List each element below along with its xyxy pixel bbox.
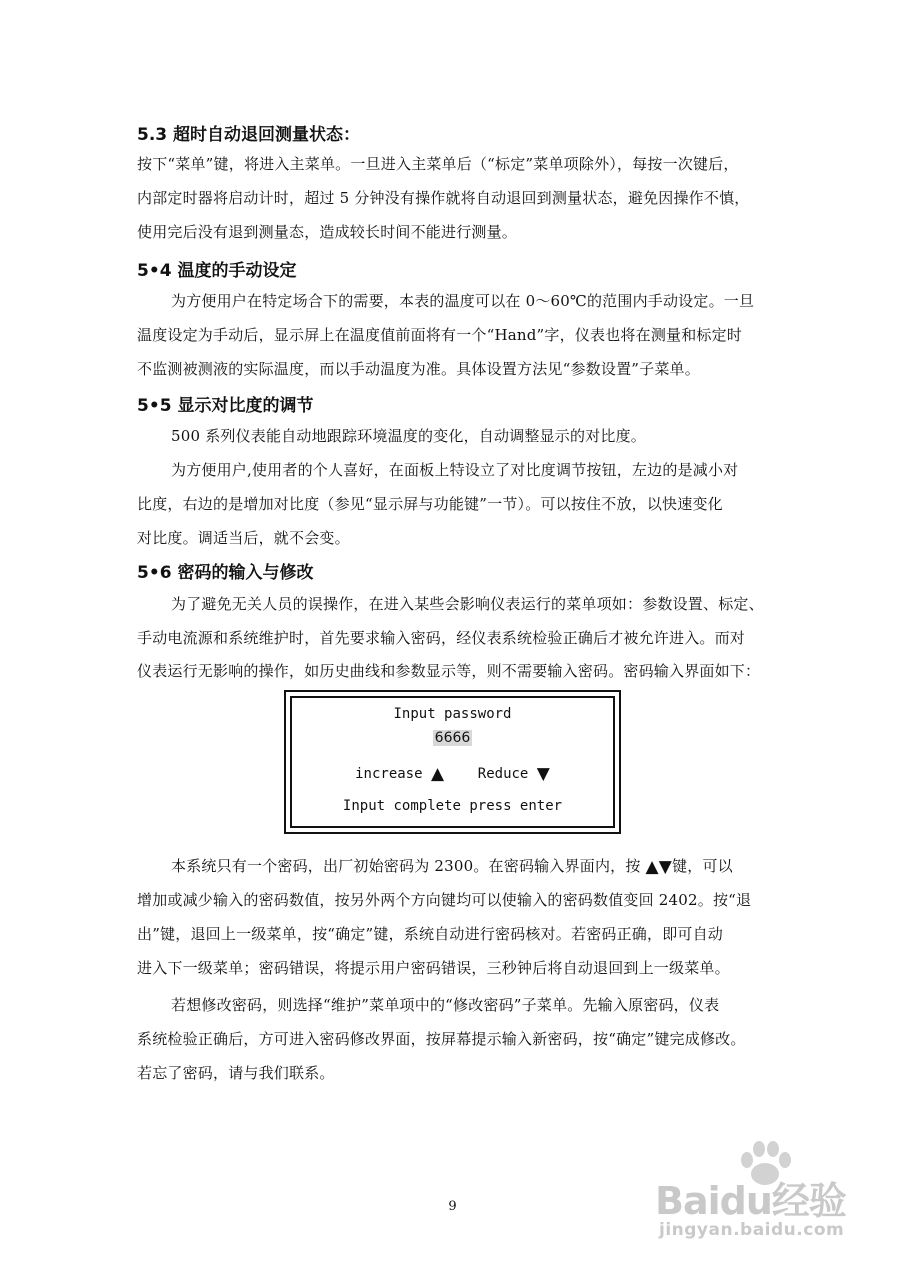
paragraph-line: 500 系列仪表能自动地跟踪环境温度的变化，自动调整显示的对比度。	[171, 427, 647, 445]
paragraph-line: 内部定时器将启动计时，超过 5 分钟没有操作就将自动退回到测量状态，避免因操作不慎，	[137, 189, 750, 207]
page-number: 9	[448, 1199, 457, 1214]
paragraph-line: 为方便用户在特定场合下的需要，本表的温度可以在 0～60℃的范围内手动设定。一旦	[171, 292, 755, 310]
down-triangle-icon: ▼	[536, 764, 550, 784]
paragraph-line: 系统检验正确后，方可进入密码修改界面，按屏幕提示输入新密码，按“确定”键完成修改。	[137, 1030, 746, 1048]
password-hint: Input complete press enter	[342, 798, 563, 814]
password-value: 6666	[434, 730, 471, 746]
watermark-logo: Baidu经验	[655, 1179, 846, 1223]
paragraph-line: 仪表运行无影响的操作，如历史曲线和参数显示等，则不需要输入密码。密码输入界面如下：	[137, 662, 761, 680]
paragraph-line-with-keys	[171, 855, 733, 877]
section-heading-5-3: 5.3 超时自动退回测量状态：	[137, 125, 361, 145]
paragraph-line: 若忘了密码，请与我们联系。	[137, 1064, 335, 1082]
paragraph-line: 使用完后没有退到测量态，造成较长时间不能进行测量。	[137, 223, 518, 241]
password-screen-inner	[290, 696, 615, 828]
paragraph-line: 对比度。调适当后，就不会变。	[137, 529, 350, 547]
paragraph-line: 进入下一级菜单；密码错误，将提示用户密码错误，三秒钟后将自动退回到上一级菜单。	[137, 959, 730, 977]
paragraph-line: 比度，右边的是增加对比度（参见“显示屏与功能键”一节）。可以按住不放，以快速变化	[137, 495, 723, 513]
password-screen-illustration	[284, 690, 621, 834]
password-value-row	[292, 730, 613, 746]
password-title: Input password	[393, 706, 512, 722]
section-heading-5-5: 5•5 显示对比度的调节	[137, 396, 314, 416]
paragraph-line: 温度设定为手动后，显示屏上在温度值前面将有一个“Hand”字，仪表也将在测量和标定时	[137, 326, 743, 344]
paragraph-line: 出”键，退回上一级菜单，按“确定”键，系统自动进行密码核对。若密码正确，即可自动	[137, 925, 724, 943]
section-heading-5-4: 5•4 温度的手动设定	[137, 261, 297, 281]
watermark-url: jingyan.baidu.com	[659, 1220, 845, 1240]
up-triangle-icon: ▲	[430, 764, 445, 784]
down-triangle-icon: ▼	[658, 857, 673, 877]
paragraph-line: 按下“菜单”键，将进入主菜单。一旦进入主菜单后（“标定”菜单项除外），每按一次键后，	[137, 155, 739, 173]
reduce-label: Reduce	[477, 766, 529, 782]
increase-label: increase	[355, 766, 423, 782]
paragraph-line: 为了避免无关人员的误操作，在进入某些会影响仪表运行的菜单项如：参数设置、标定、	[171, 595, 764, 613]
paragraph-text: 键，可以	[672, 857, 733, 875]
section-heading-5-6: 5•6 密码的输入与修改	[137, 563, 314, 583]
paragraph-line: 为方便用户,使用者的个人喜好，在面板上特设立了对比度调节按钮，左边的是减小对	[171, 461, 739, 479]
baidu-watermark	[655, 1140, 895, 1250]
paragraph-line: 不监测被测液的实际温度，而以手动温度为准。具体设置方法见“参数设置”子菜单。	[137, 360, 700, 378]
paragraph-line: 若想修改密码，则选择“维护”菜单项中的“修改密码”子菜单。先输入原密码，仪表	[171, 996, 720, 1014]
up-triangle-icon: ▲	[645, 857, 659, 877]
paragraph-line: 手动电流源和系统维护时，首先要求输入密码，经仪表系统检验正确后才被允许进入。而对	[137, 629, 746, 647]
paragraph-line: 增加或减少输入的密码数值，按另外两个方向键均可以使输入的密码数值变回 2402。按“退	[137, 891, 752, 909]
password-keys-row	[292, 764, 613, 784]
paragraph-text: 本系统只有一个密码，出厂初始密码为 2300。在密码输入界面内，按	[171, 857, 646, 875]
